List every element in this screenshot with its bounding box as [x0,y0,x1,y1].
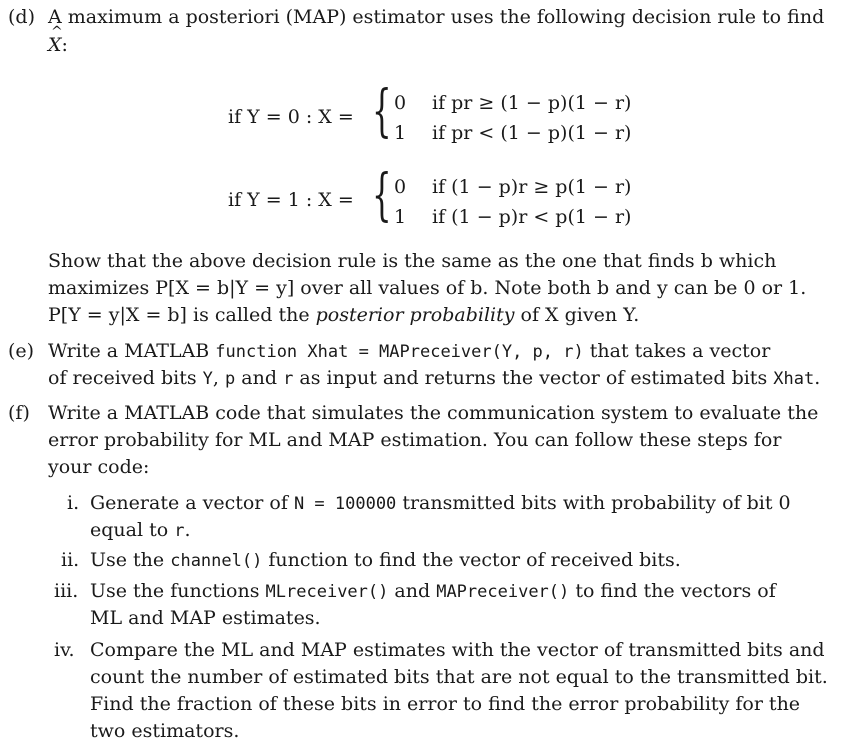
step-iii-label: iii. [54,580,79,602]
part-f-label: (f) [8,402,30,424]
code-r: r [174,521,185,541]
eq1-left: if Y = 0 : X = [228,106,354,128]
eq2-left: if Y = 1 : X = [228,189,354,211]
part-e-text: of received bits [48,367,197,389]
step-text: equal to [90,519,169,541]
step-text: Use the [90,549,165,571]
step-iv-line-1: Compare the ML and MAP estimates with the vector of transmitted bits and [90,639,825,661]
eq1-case2-value: 1 [394,122,407,144]
part-d-line-1: A maximum a posteriori (MAP) estimator uses the following decision rule to find [48,6,825,28]
part-e-text: and [241,367,278,389]
part-e-text: Write a MATLAB [48,340,210,362]
step-text: and [394,580,431,602]
eq1-brace: { [372,79,392,144]
part-e-line-1 [48,338,770,366]
code-xhat: Xhat [773,369,815,389]
part-f-line-1: Write a MATLAB code that simulates the communication system to evaluate the [48,402,819,424]
step-text: to find the vectors of [575,580,776,602]
step-text: transmitted bits with probability of bit 0 [402,492,791,514]
step-iii-line-2: ML and MAP estimates. [90,607,321,629]
code-r: r [283,369,294,389]
eq1-case2-condition: if pr < (1 − p)(1 − r) [432,122,632,144]
step-i-line-2 [90,517,191,545]
part-e-label: (e) [8,340,35,362]
part-d-label: (d) [8,6,35,28]
step-iv-line-4: two estimators. [90,720,240,742]
x-hat-symbol: ^ X [48,32,62,59]
step-i-label: i. [67,492,80,514]
step-text: Generate a vector of [90,492,288,514]
eq2-case1-value: 0 [394,176,407,198]
eq2-brace: { [372,163,392,228]
part-f-line-2: error probability for ML and MAP estimation. You can follow these steps for [48,429,782,451]
code-channel: channel() [170,551,263,571]
code-y: Y [202,369,213,389]
part-d-line-2-rest: : [61,34,68,56]
step-ii-line-1 [90,547,681,575]
part-e-text: , [212,367,219,389]
para-line-3-start: P[Y = y|X = b] is called the [48,304,316,326]
para-line-3-end: of X given Y. [514,304,640,326]
function-signature-code: function Xhat = MAPreceiver(Y, p, r) [215,342,584,362]
step-text: . [184,519,191,541]
step-iv-label: iv. [54,639,75,661]
step-text: Use the functions [90,580,260,602]
eq1-case1-value: 0 [394,92,407,114]
step-iv-line-2: count the number of estimated bits that are not equal to the transmitted bit. [90,666,828,688]
code-p: p [225,369,236,389]
part-e-line-2 [48,365,820,393]
part-e-text: . [814,367,821,389]
eq2-case1-condition: if (1 − p)r ≥ p(1 − r) [432,176,632,198]
step-ii-label: ii. [61,549,80,571]
part-e-text: that takes a vector [589,340,771,362]
part-d-para-line-3 [48,302,639,329]
step-text: function to find the vector of received bits. [268,549,681,571]
part-f-line-3: your code: [48,456,150,478]
code-mapreceiver: MAPreceiver() [436,582,570,602]
part-d-line-2 [48,32,68,59]
part-d-para-line-2: maximizes P[X = b|Y = y] over all values of b. Note both b and y can be 0 or 1. [48,277,807,299]
eq2-case2-value: 1 [394,206,407,228]
eq2-case2-condition: if (1 − p)r < p(1 − r) [432,206,632,228]
step-iii-line-1 [90,578,776,606]
eq1-case1-condition: if pr ≥ (1 − p)(1 − r) [432,92,632,114]
code-mlreceiver: MLreceiver() [265,582,389,602]
step-i-line-1 [90,490,791,518]
step-iv-line-3: Find the fraction of these bits in error to find the error probability for the [90,693,801,715]
code-n-value: N = 100000 [293,494,397,514]
posterior-probability-term: posterior probability [315,304,515,326]
part-d-para-line-1: Show that the above decision rule is the same as the one that finds b which [48,250,777,272]
part-e-text: as input and returns the vector of estimated bits [299,367,768,389]
